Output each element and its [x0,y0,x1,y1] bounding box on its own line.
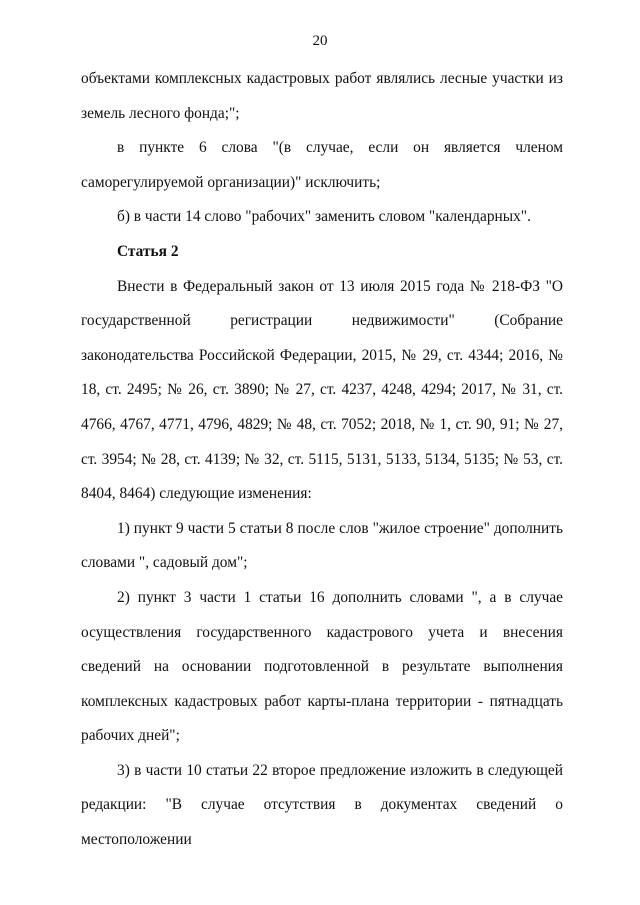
page-number: 20 [312,33,328,49]
paragraph-continuation: объектами комплексных кадастровых работ являлись лесные участки из земель лесного фонда;"; [81,70,563,122]
paragraph-article-intro: Внести в Федеральный закон от 13 июля 2015 года № 218-ФЗ "О государственной регистрации недвижимости" (Собрание законодательства Российской Федерации, 2015, № 29, ст. 4344; 2016, № 18, ст. 2495; № 26, ст. 3890; № 27, ст. 4237, 4248, 4294; 2017, № 31, ст. 4766, 4767, 4771, 4796, 4829; № 48, ст. 7052; 2018, № 1, ст. 90, 91; № 27, ст. 3954; № 28, ст. 4139; № 32, ст. 5115, 5131, 5133, 5134, 5135; № 53, ст. 8404, 8464) следующие изменения: [81,277,563,503]
paragraph-item-6: в пункте 6 слова "(в случае, если он является членом саморегулируемой организации)" исключить; [81,139,563,191]
document-body [81,62,563,858]
paragraph-change-3: 3) в части 10 статьи 22 второе предложение изложить в следующей редакции: "В случае отсутствия в документах сведений о местоположении [81,761,563,849]
paragraph-item-b: б) в части 14 слово "рабочих" заменить словом "календарных". [117,208,531,226]
paragraph-change-2: 2) пункт 3 части 1 статьи 16 дополнить словами ", а в случае осуществления государственного кадастрового учета и внесения сведений на основании подготовленной в результате выполнения комплексных кадастровых работ карты-плана территории - пятнадцать рабочих дней"; [81,588,563,745]
article-heading: Статья 2 [117,242,179,260]
paragraph-change-1: 1) пункт 9 части 5 статьи 8 после слов "жилое строение" дополнить словами ", садовый дом"; [81,519,563,572]
